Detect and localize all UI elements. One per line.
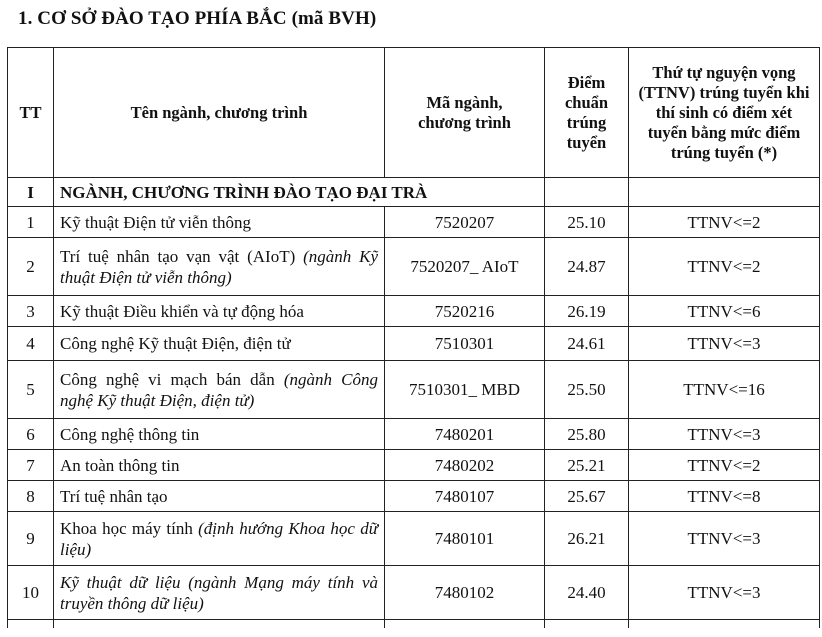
- program-name-cell: [54, 361, 385, 419]
- section-empty-cell: [545, 178, 629, 207]
- row-number: 5: [8, 361, 54, 419]
- cutoff-score: 25.80: [545, 419, 629, 450]
- cutoff-score: 24.87: [545, 238, 629, 296]
- cutoff-score: 26.21: [545, 512, 629, 566]
- row-number: 8: [8, 481, 54, 512]
- table-row: [8, 450, 820, 481]
- ttnv-value: TTNV<=3: [629, 419, 820, 450]
- program-name: Trí tuệ nhân tạo vạn vật (AIoT): [60, 246, 296, 266]
- row-number: 6: [8, 419, 54, 450]
- row-number: 7: [8, 450, 54, 481]
- table-row: [8, 207, 820, 238]
- row-number: 4: [8, 327, 54, 361]
- program-name: Công nghệ Kỹ thuật Điện, điện tử: [60, 334, 291, 353]
- truncated-cell: [545, 620, 629, 628]
- ttnv-value: TTNV<=2: [629, 450, 820, 481]
- program-name: Công nghệ vi mạch bán dẫn: [60, 369, 275, 389]
- cutoff-score: 24.61: [545, 327, 629, 361]
- program-note: (định hướng Khoa học dữ liệu): [60, 518, 379, 559]
- header-tt: TT: [8, 48, 54, 178]
- ttnv-value: TTNV<=16: [629, 361, 820, 419]
- cutoff-score: 26.19: [545, 296, 629, 327]
- program-note: (ngành Công nghệ Kỹ thuật Điện, điện tử): [60, 369, 378, 410]
- ttnv-value: TTNV<=3: [629, 327, 820, 361]
- program-name: Kỹ thuật Điện tử viễn thông: [60, 212, 251, 232]
- program-code: 7520216: [385, 296, 545, 327]
- program-code: 7510301: [385, 327, 545, 361]
- program-name: An toàn thông tin: [60, 455, 180, 475]
- program-name-cell: [54, 481, 385, 512]
- truncated-row: [8, 620, 820, 628]
- ttnv-value: TTNV<=8: [629, 481, 820, 512]
- truncated-cell: [385, 620, 545, 628]
- section-row: [8, 178, 820, 207]
- ttnv-value: TTNV<=3: [629, 512, 820, 566]
- program-name-cell: [54, 207, 385, 238]
- header-program-name: Tên ngành, chương trình: [54, 48, 385, 178]
- section-empty-cell: [629, 178, 820, 207]
- table-row: [8, 512, 820, 566]
- program-code: 7480102: [385, 566, 545, 620]
- program-name: Kỹ thuật Điều khiển và tự động hóa: [60, 301, 304, 321]
- program-name: Khoa học máy tính: [60, 518, 193, 538]
- ttnv-value: TTNV<=2: [629, 207, 820, 238]
- program-code: 7480202: [385, 450, 545, 481]
- program-name-cell: [54, 450, 385, 481]
- table-row: [8, 481, 820, 512]
- truncated-cell: [8, 620, 54, 628]
- ttnv-value: TTNV<=2: [629, 238, 820, 296]
- ttnv-value: TTNV<=3: [629, 566, 820, 620]
- table-row: [8, 566, 820, 620]
- program-name-cell: [54, 296, 385, 327]
- table-header-row: [8, 48, 820, 178]
- header-program-code: Mã ngành, chương trình: [385, 48, 545, 178]
- table-row: [8, 238, 820, 296]
- program-code: 7480201: [385, 419, 545, 450]
- program-note: Kỹ thuật dữ liệu (ngành Mạng máy tính và truyền thông dữ liệu): [60, 572, 378, 613]
- cutoff-score: 25.21: [545, 450, 629, 481]
- section-title: NGÀNH, CHƯƠNG TRÌNH ĐÀO TẠO ĐẠI TRÀ: [54, 178, 545, 207]
- section-heading: 1. CƠ SỞ ĐÀO TẠO PHÍA BẮC (mã BVH): [18, 8, 377, 29]
- cutoff-score: 25.50: [545, 361, 629, 419]
- row-number: 2: [8, 238, 54, 296]
- program-code: 7480101: [385, 512, 545, 566]
- truncated-cell: [629, 620, 820, 628]
- table-row: [8, 361, 820, 419]
- admission-scores-table: [7, 47, 820, 628]
- program-name-cell: [54, 566, 385, 620]
- table-row: [8, 419, 820, 450]
- program-code: 7520207: [385, 207, 545, 238]
- section-number: I: [8, 178, 54, 207]
- row-number: 3: [8, 296, 54, 327]
- program-code: 7520207_ AIoT: [385, 238, 545, 296]
- program-name: Trí tuệ nhân tạo: [60, 486, 168, 506]
- table-row: [8, 327, 820, 361]
- row-number: 10: [8, 566, 54, 620]
- program-code: 7480107: [385, 481, 545, 512]
- cutoff-score: 25.10: [545, 207, 629, 238]
- row-number: 1: [8, 207, 54, 238]
- cutoff-score: 24.40: [545, 566, 629, 620]
- row-number: 9: [8, 512, 54, 566]
- program-name: Công nghệ thông tin: [60, 424, 200, 444]
- truncated-cell: [54, 620, 385, 628]
- ttnv-value: TTNV<=6: [629, 296, 820, 327]
- program-name-cell: [54, 419, 385, 450]
- program-note: (ngành Kỹ thuật Điện tử viễn thông): [60, 246, 378, 287]
- program-name-cell: [54, 238, 385, 296]
- header-ttnv: Thứ tự nguyện vọng (TTNV) trúng tuyển khi thí sinh có điểm xét tuyển bằng mức điểm trúng tuyển (*): [629, 48, 820, 178]
- program-name-cell: [54, 512, 385, 566]
- header-cutoff-score: Điểm chuẩn trúng tuyển: [545, 48, 629, 178]
- program-code: 7510301_ MBD: [385, 361, 545, 419]
- table-row: [8, 296, 820, 327]
- program-name-cell: [54, 327, 385, 361]
- cutoff-score: 25.67: [545, 481, 629, 512]
